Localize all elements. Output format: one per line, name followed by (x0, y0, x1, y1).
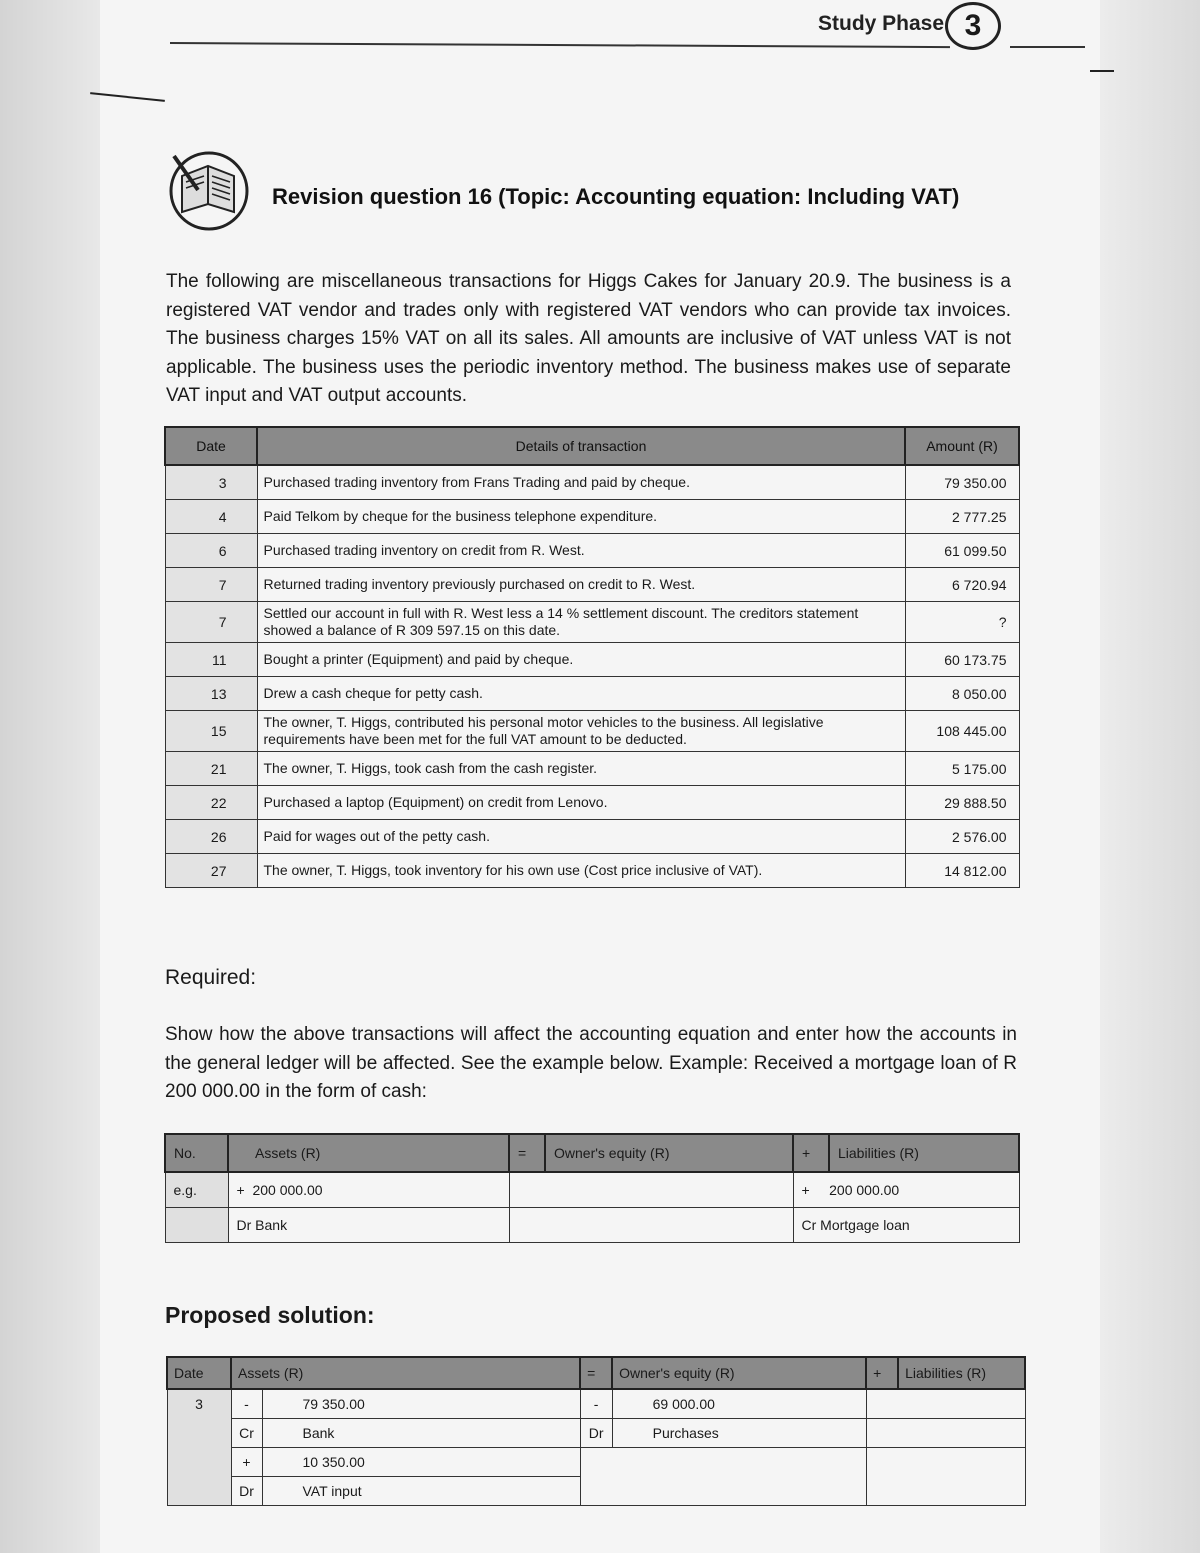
table-row (165, 854, 1019, 888)
date-cell: 3 (165, 465, 257, 500)
table-row (165, 677, 1019, 711)
phase-number-badge: 3 (945, 2, 1001, 50)
plus-header: + (793, 1134, 829, 1172)
equals-header: = (580, 1357, 612, 1389)
table-row (165, 752, 1019, 786)
equals-header: = (509, 1134, 545, 1172)
amount-cell: ? (905, 602, 1019, 643)
equity-cell (509, 1208, 793, 1243)
assets-header: Assets (R) (231, 1357, 580, 1389)
details-cell: Purchased a laptop (Equipment) on credit from Lenovo. (257, 786, 905, 820)
date-cell: 26 (165, 820, 257, 854)
date-cell: 15 (165, 711, 257, 752)
table-row (165, 534, 1019, 568)
equity-account: Purchases (612, 1419, 866, 1448)
header-rule-end (1010, 46, 1085, 48)
liabilities-cell (866, 1419, 1025, 1448)
transactions-table (164, 426, 1020, 888)
details-cell: Purchased trading inventory from Frans Trading and paid by cheque. (257, 465, 905, 500)
date-cell: 27 (165, 854, 257, 888)
table-row (165, 711, 1019, 752)
details-cell: Paid Telkom by cheque for the business telephone expenditure. (257, 500, 905, 534)
details-cell: Settled our account in full with R. West less a 14 % settlement discount. The creditors statement showed a balance of R 309 597.15 on this date. (257, 602, 905, 643)
date-header: Date (167, 1357, 231, 1389)
liabilities-cell (793, 1172, 1019, 1208)
date-cell: 7 (165, 602, 257, 643)
amount-cell: 79 350.00 (905, 465, 1019, 500)
date-cell: 4 (165, 500, 257, 534)
details-cell: Bought a printer (Equipment) and paid by cheque. (257, 643, 905, 677)
date-cell: 3 (167, 1389, 231, 1506)
date-header: Date (165, 427, 257, 465)
assets-account: Dr Bank (228, 1208, 509, 1243)
liabilities-cell (866, 1389, 1025, 1419)
table-row (165, 786, 1019, 820)
assets-amount: 200 000.00 (252, 1182, 323, 1198)
asset-account: VAT input (262, 1477, 580, 1506)
amount-header: Amount (R) (905, 427, 1019, 465)
amount-cell: 108 445.00 (905, 711, 1019, 752)
details-cell: Returned trading inventory previously purchased on credit to R. West. (257, 568, 905, 602)
equity-cell (580, 1448, 866, 1506)
details-header: Details of transaction (257, 427, 905, 465)
table-row (165, 1172, 1019, 1208)
asset-amount: 79 350.00 (262, 1389, 580, 1419)
amount-cell: 60 173.75 (905, 643, 1019, 677)
date-cell: 13 (165, 677, 257, 711)
asset-sign: + (231, 1448, 262, 1477)
proposed-solution-heading: Proposed solution: (165, 1302, 375, 1328)
solution-table (166, 1356, 1026, 1506)
table-row (165, 500, 1019, 534)
book-pen-icon (168, 146, 250, 232)
details-cell: Purchased trading inventory on credit from R. West. (257, 534, 905, 568)
details-cell: The owner, T. Higgs, took inventory for his own use (Cost price inclusive of VAT). (257, 854, 905, 888)
amount-cell: 14 812.00 (905, 854, 1019, 888)
table-row (165, 643, 1019, 677)
liabilities-header: Liabilities (R) (829, 1134, 1019, 1172)
table-row (167, 1389, 1025, 1419)
liab-amount: 200 000.00 (829, 1182, 900, 1198)
amount-cell: 6 720.94 (905, 568, 1019, 602)
table-row (167, 1448, 1025, 1477)
equity-dc: Dr (580, 1419, 612, 1448)
assets-header: Assets (R) (228, 1134, 509, 1172)
details-cell: Drew a cash cheque for petty cash. (257, 677, 905, 711)
asset-sign: - (231, 1389, 262, 1419)
table-row (165, 1208, 1019, 1243)
date-cell: 11 (165, 643, 257, 677)
asset-account: Bank (262, 1419, 580, 1448)
equity-header: Owner's equity (R) (612, 1357, 866, 1389)
table-row (165, 465, 1019, 500)
table-row (165, 602, 1019, 643)
study-phase-label: Study Phase (818, 12, 945, 35)
plus-header: + (866, 1357, 898, 1389)
instructions-paragraph: Show how the above transactions will affect the accounting equation and enter how the accounts in the general ledger will be affected. See the example below. Example: Received a mortgage loan of R 200 000.00 in the form of cash: (165, 1024, 1017, 1102)
equity-sign: - (580, 1389, 612, 1419)
liabilities-header: Liabilities (R) (898, 1357, 1025, 1389)
asset-dc: Cr (231, 1419, 262, 1448)
amount-cell: 2 777.25 (905, 500, 1019, 534)
assets-cell (228, 1172, 509, 1208)
required-heading: Required: (165, 966, 257, 989)
amount-cell: 29 888.50 (905, 786, 1019, 820)
amount-cell: 5 175.00 (905, 752, 1019, 786)
scan-shadow-right (1090, 0, 1200, 1553)
amount-cell: 2 576.00 (905, 820, 1019, 854)
revision-question-title: Revision question 16 (Topic: Accounting equation: Including VAT) (272, 184, 960, 209)
date-cell: 21 (165, 752, 257, 786)
row-number-blank (165, 1208, 228, 1243)
equity-cell (509, 1172, 793, 1208)
details-cell: Paid for wages out of the petty cash. (257, 820, 905, 854)
amount-cell: 8 050.00 (905, 677, 1019, 711)
equity-header: Owner's equity (R) (545, 1134, 793, 1172)
edge-mark (1090, 70, 1114, 72)
date-cell: 22 (165, 786, 257, 820)
date-cell: 6 (165, 534, 257, 568)
asset-amount: 10 350.00 (262, 1448, 580, 1477)
amount-cell: 61 099.50 (905, 534, 1019, 568)
liab-account: Cr Mortgage loan (793, 1208, 1019, 1243)
table-row (165, 568, 1019, 602)
liabilities-cell (866, 1448, 1025, 1506)
liab-sign: + (801, 1182, 810, 1198)
table-row (165, 820, 1019, 854)
intro-paragraph: The following are miscellaneous transactions for Higgs Cakes for January 20.9. The business is a registered VAT vendor and trades only with registered VAT vendors who can provide tax invoices. The business charges 15% VAT on all its sales. All amounts are inclusive of VAT unless VAT is not applicable. The business uses the periodic inventory method. The business makes use of separate VAT input and VAT output accounts. (166, 271, 1011, 406)
equity-amount: 69 000.00 (612, 1389, 866, 1419)
row-number: e.g. (165, 1172, 228, 1208)
asset-dc: Dr (231, 1477, 262, 1506)
table-row (167, 1419, 1025, 1448)
example-table (164, 1133, 1020, 1243)
details-cell: The owner, T. Higgs, took cash from the cash register. (257, 752, 905, 786)
no-header: No. (165, 1134, 228, 1172)
date-cell: 7 (165, 568, 257, 602)
details-cell: The owner, T. Higgs, contributed his personal motor vehicles to the business. All legislative requirements have been met for the full VAT amount to be deducted. (257, 711, 905, 752)
assets-sign: + (236, 1182, 245, 1198)
